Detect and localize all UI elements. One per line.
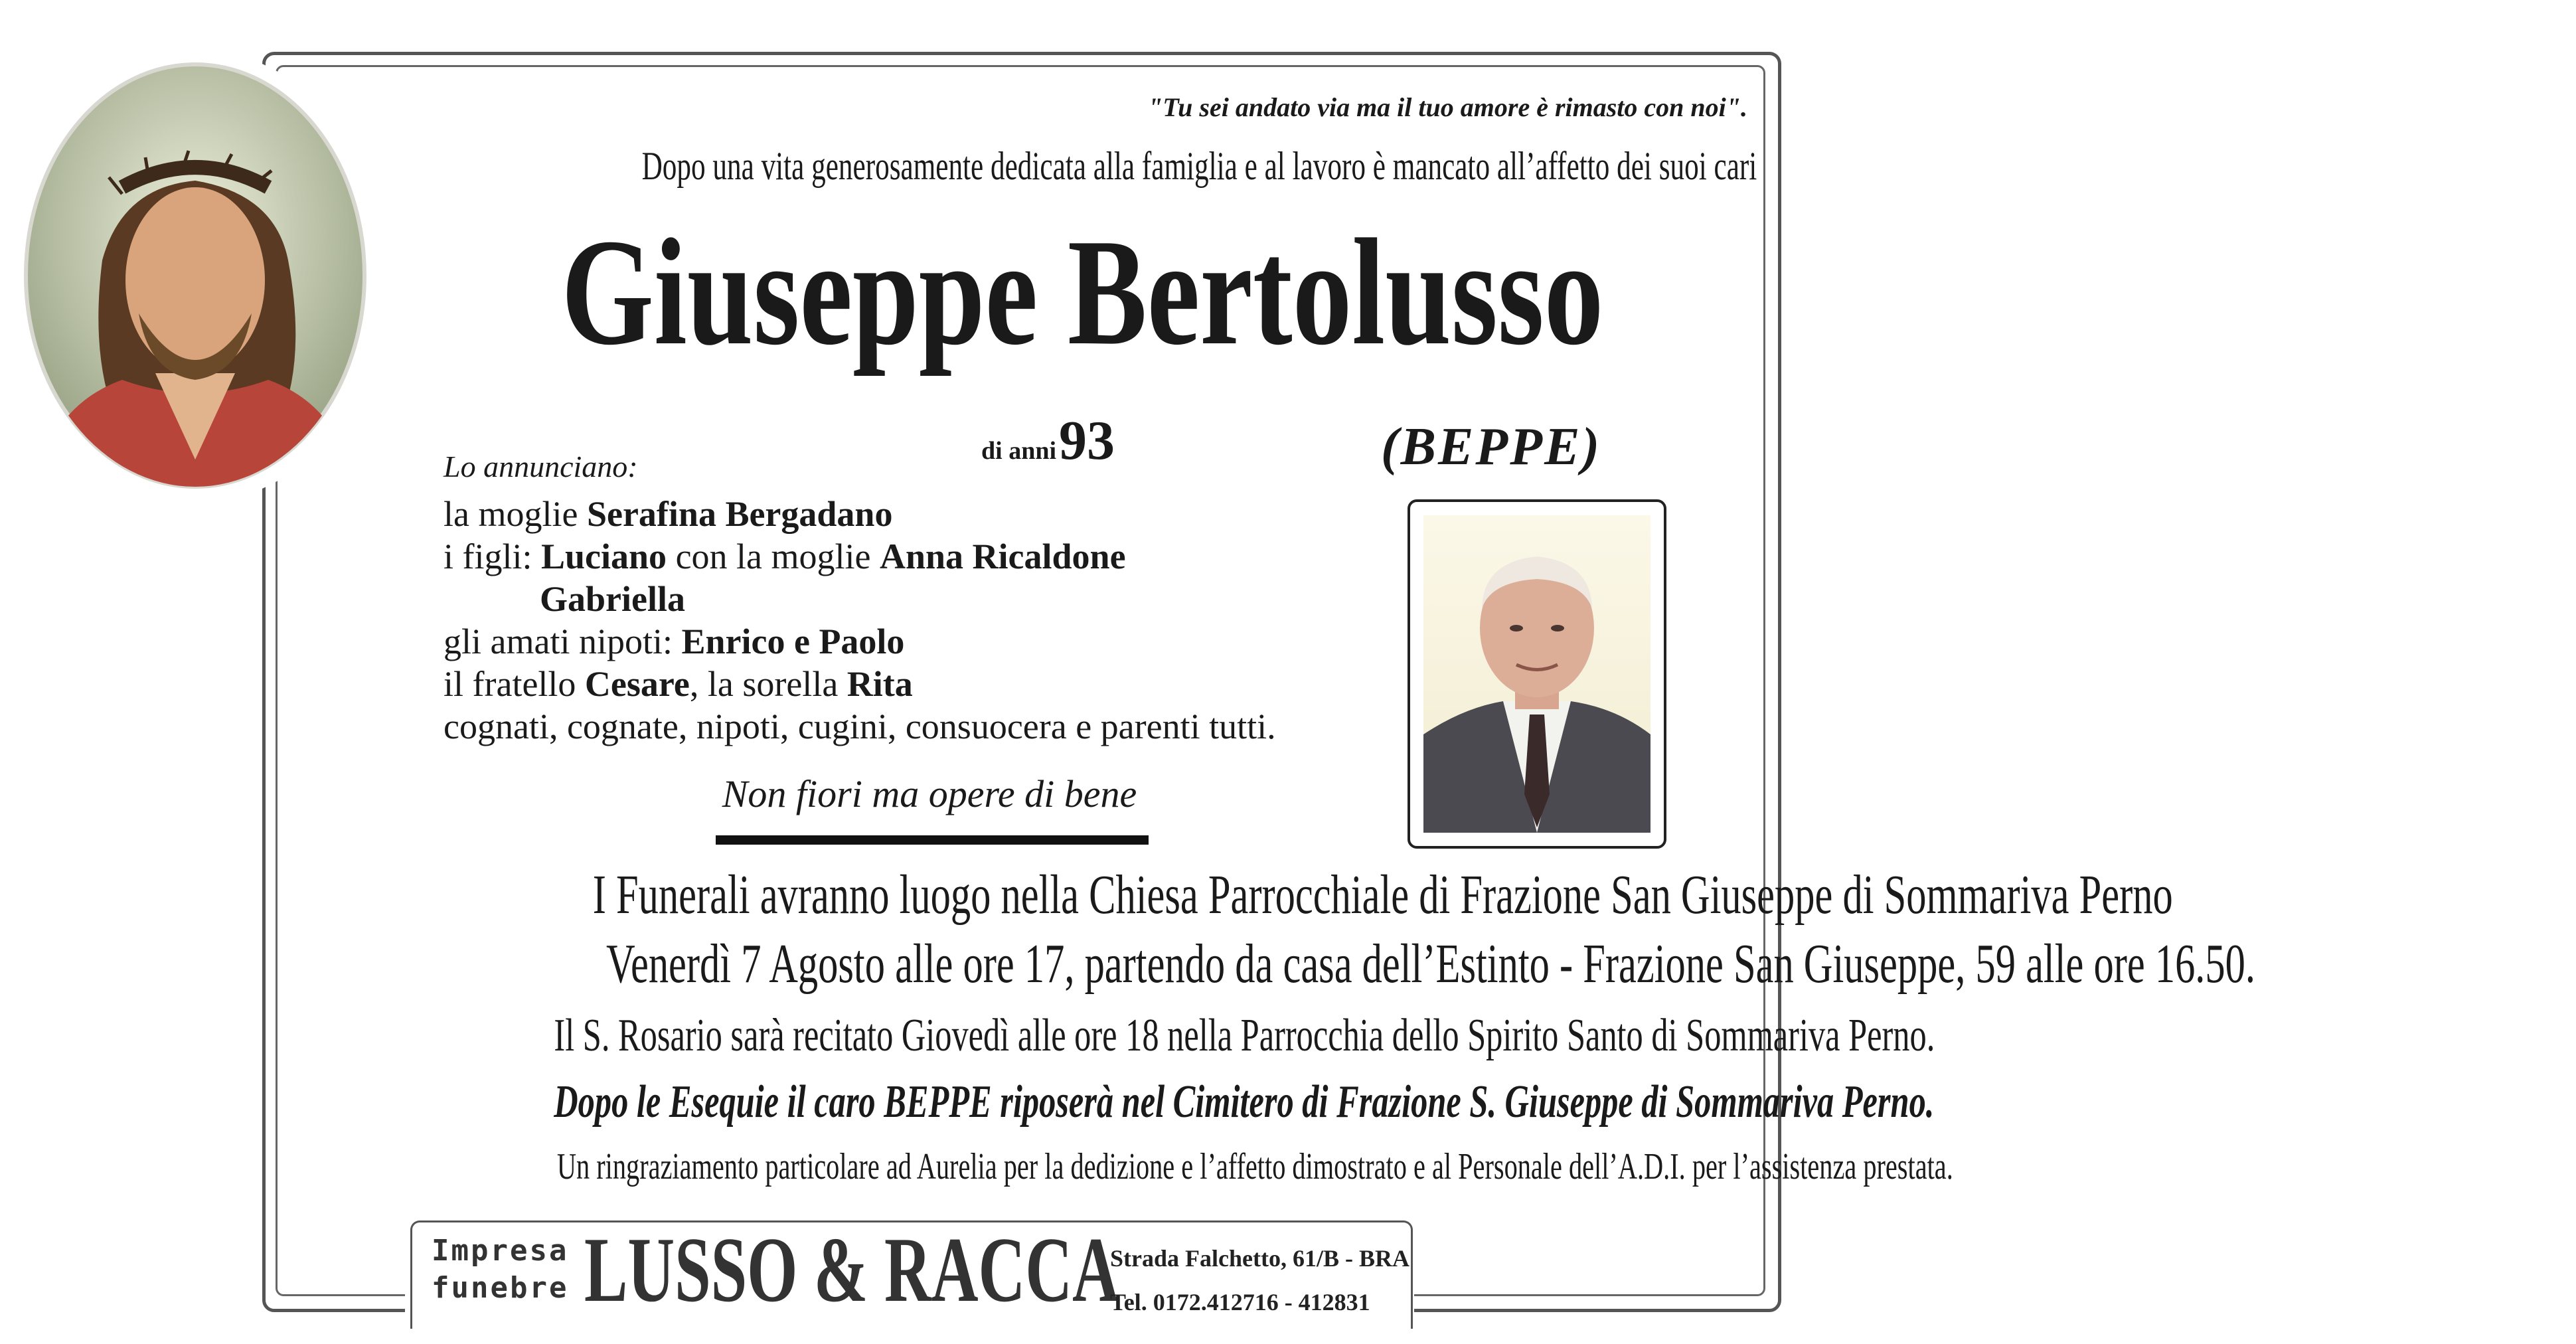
funebre-label: funebre: [432, 1271, 569, 1305]
funeral-home-type: [432, 1232, 568, 1307]
funeral-home-contact: [1110, 1236, 1409, 1324]
family-others-line: cognati, cognate, nipoti, cugini, consuocera e parenti tutti.: [443, 707, 1276, 746]
impresa-label: Impresa: [432, 1234, 569, 1268]
funeral-home-phone: Tel. 0172.412716 - 412831: [1110, 1289, 1370, 1315]
burial-info: Dopo le Esequie il caro BEPPE riposerà nel Cimitero di Frazione S. Giuseppe di Sommariva Perno.: [554, 1076, 1935, 1128]
intro-text: Dopo una vita generosamente dedicata alla famiglia e al lavoro è mancato all’affetto dei suoi cari: [641, 144, 1757, 188]
rosary-info: Il S. Rosario sarà recitato Giovedì alle ore 18 nella Parrocchia dello Spirito Santo di Sommariva Perno.: [554, 1010, 1935, 1061]
deceased-photo-frame: [1408, 499, 1666, 849]
family-daughter-line: Gabriella: [540, 579, 685, 619]
family-list: [443, 493, 1276, 748]
epitaph-quote: "Tu sei andato via ma il tuo amore è rimasto con noi".: [1148, 92, 1747, 122]
funeral-datetime: Venerdì 7 Agosto alle ore 17, partendo da casa dell’Estinto - Frazione San Giuseppe, 59 alle ore 16.50.: [606, 933, 2256, 995]
age-value: 93: [1059, 410, 1115, 471]
family-grandchildren-line: gli amati nipoti: Enrico e Paolo: [443, 622, 905, 661]
family-children-line: i figli: Luciano con la moglie Anna Ricaldone: [443, 537, 1126, 576]
funeral-location: I Funerali avranno luogo nella Chiesa Parrocchiale di Frazione San Giuseppe di Sommariva Perno: [592, 864, 2173, 926]
family-siblings-line: il fratello Cesare, la sorella Rita: [443, 664, 913, 704]
religious-portrait-image: [23, 61, 368, 490]
deceased-name: Giuseppe Bertolusso: [561, 207, 1603, 377]
family-wife-line: la moglie Serafina Bergadano: [443, 494, 893, 534]
divider-bar: [716, 835, 1149, 845]
announce-heading: Lo annunciano:: [443, 450, 638, 483]
deceased-photo: [1423, 515, 1650, 833]
funeral-home-brand: LUSSO & RACCA: [584, 1218, 1119, 1321]
age-label: di anni: [981, 437, 1057, 465]
thanks-note: Un ringraziamento particolare ad Aurelia per la dedizione e l’affetto dimostrato e al Personale dell’A.D.I. per l’assistenza prestata.: [556, 1146, 1953, 1187]
nickname: (BEPPE): [1381, 418, 1602, 476]
age-block: [981, 408, 1115, 473]
wife-name: Serafina Bergadano: [586, 494, 893, 534]
funeral-home-address: Strada Falchetto, 61/B - BRA: [1110, 1245, 1409, 1272]
no-flowers-note: Non fiori ma opere di bene: [722, 772, 1137, 815]
